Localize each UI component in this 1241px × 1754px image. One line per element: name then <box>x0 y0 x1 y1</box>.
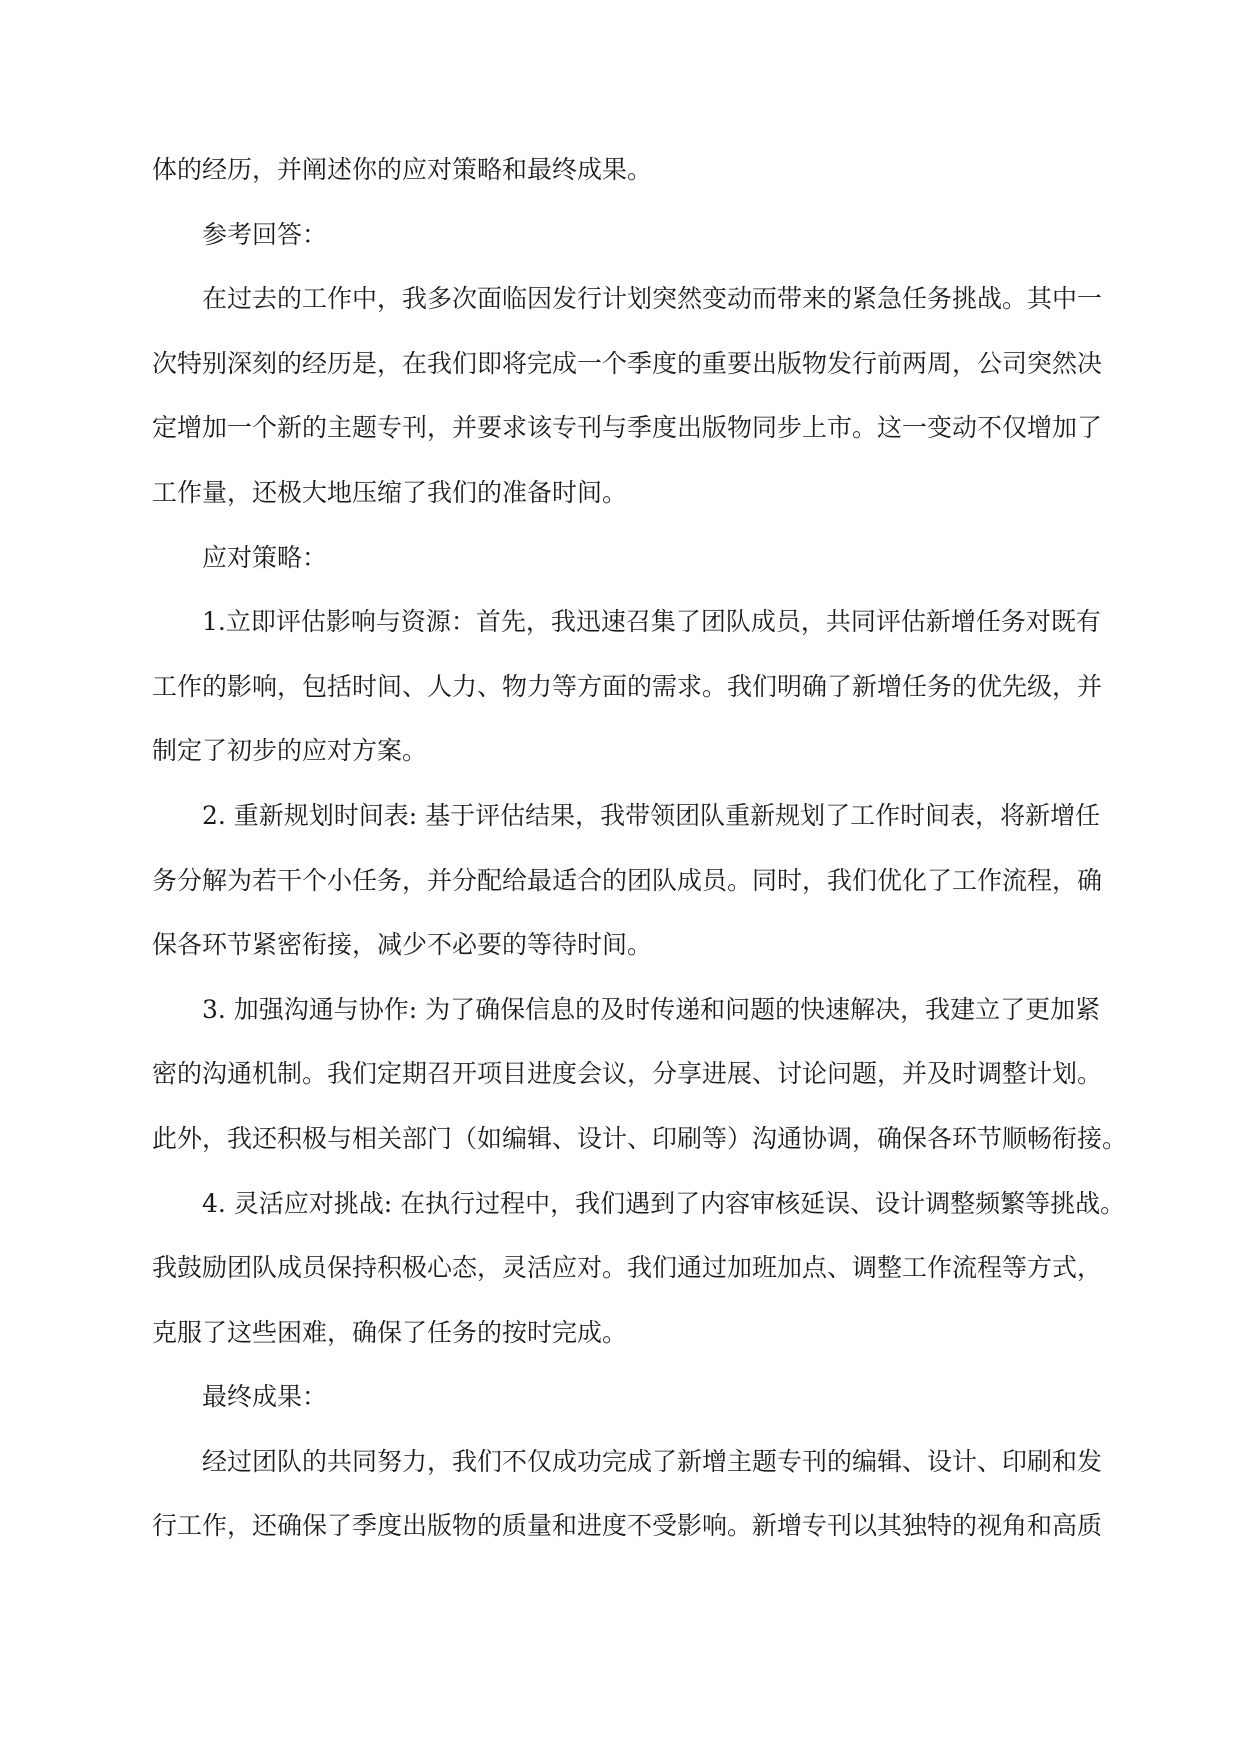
list-item-line: 制定了初步的应对方案。 <box>152 736 428 766</box>
list-item-line: 我鼓励团队成员保持积极心态，灵活应对。我们通过加班加点、调整工作流程等方式， <box>152 1253 1103 1283</box>
paragraph-line: 经过团队的共同努力，我们不仅成功完成了新增主题专刊的编辑、设计、印刷和发 <box>202 1446 1103 1476</box>
list-item-line: 1.立即评估影响与资源：首先，我迅速召集了团队成员，共同评估新增任务对既有 <box>202 607 1101 637</box>
list-item-line: 此外，我还积极与相关部门（如编辑、设计、印刷等）沟通协调，确保各环节顺畅衔接。 <box>152 1123 1128 1153</box>
list-item-line: 3. 加强沟通与协作: 为了确保信息的及时传递和问题的快速解决，我建立了更加紧 <box>202 994 1101 1024</box>
paragraph-line: 行工作，还确保了季度出版物的质量和进度不受影响。新增专刊以其独特的视角和高质 <box>152 1511 1103 1541</box>
paragraph-line: 工作量，还极大地压缩了我们的准备时间。 <box>152 477 628 507</box>
paragraph-line: 在过去的工作中，我多次面临因发行计划突然变动而带来的紧急任务挑战。其中一 <box>202 284 1103 314</box>
list-item-line: 密的沟通机制。我们定期召开项目进度会议，分享进展、讨论问题，并及时调整计划。 <box>152 1059 1103 1089</box>
list-item-line: 克服了这些困难，确保了任务的按时完成。 <box>152 1317 628 1347</box>
list-item-line: 工作的影响，包括时间、人力、物力等方面的需求。我们明确了新增任务的优先级，并 <box>152 671 1103 701</box>
list-item-line: 保各环节紧密衔接，减少不必要的等待时间。 <box>152 930 653 960</box>
heading-reference-answer: 参考回答： <box>202 219 328 249</box>
heading-strategy: 应对策略： <box>202 542 328 572</box>
paragraph-continuation-line: 体的经历，并阐述你的应对策略和最终成果。 <box>152 155 653 184</box>
heading-final-result: 最终成果： <box>202 1382 328 1412</box>
paragraph-line: 次特别深刻的经历是，在我们即将完成一个季度的重要出版物发行前两周，公司突然决 <box>152 348 1103 378</box>
list-item-line: 4. 灵活应对挑战: 在执行过程中，我们遇到了内容审核延误、设计调整频繁等挑战。 <box>202 1188 1126 1218</box>
document-body <box>152 138 1128 1559</box>
list-item-line: 2. 重新规划时间表: 基于评估结果，我带领团队重新规划了工作时间表，将新增任 <box>202 800 1101 830</box>
list-item-line: 务分解为若干个小任务，并分配给最适合的团队成员。同时，我们优化了工作流程，确 <box>152 865 1103 895</box>
paragraph-line: 定增加一个新的主题专刊，并要求该专刊与季度出版物同步上市。这一变动不仅增加了 <box>152 413 1103 443</box>
